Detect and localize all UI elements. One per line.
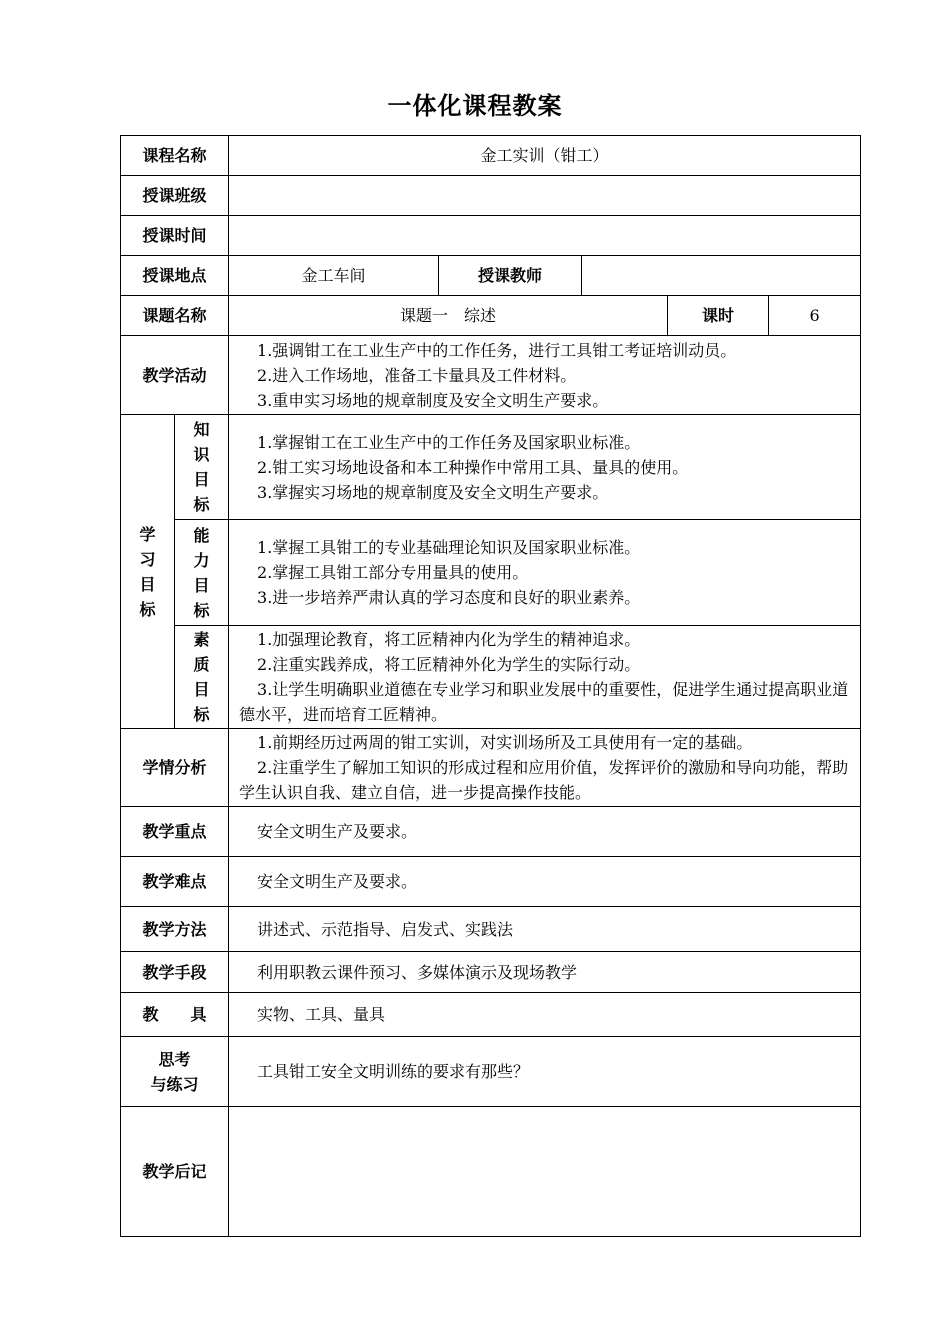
class-label: 授课班级 [121,176,229,216]
ability-line: 3.进一步培养严肃认真的学习态度和良好的职业素养。 [257,588,641,607]
methods-value: 讲述式、示范指导、启发式、实践法 [229,907,861,952]
class-value [229,176,861,216]
quality-objectives-content [229,626,861,729]
activities-line: 2.进入工作场地，准备工卡量具及工件材料。 [257,365,577,385]
location-value: 金工车间 [229,256,439,296]
hours-label: 课时 [668,296,769,336]
knowledge-line: 1.掌握钳工在工业生产中的工作任务及国家职业标准。 [257,432,641,452]
key-points-label: 教学重点 [121,807,229,857]
row-key-points [121,807,861,857]
row-time [121,216,861,256]
row-methods [121,907,861,952]
knowledge-objectives-label: 知 识 目 标 [175,415,229,520]
row-course-name [121,136,861,176]
activities-label: 教学活动 [121,336,229,415]
teacher-label: 授课教师 [439,256,582,296]
analysis-label: 学情分析 [121,729,229,807]
objectives-label: 学 习 目 标 [121,415,175,729]
quality-line: 2.注重实践养成，将工匠精神外化为学生的实际行动。 [257,655,641,674]
row-means [121,952,861,993]
time-label: 授课时间 [121,216,229,256]
row-knowledge-objectives [121,415,861,520]
reflection-value [229,1107,861,1237]
analysis-line: 2.注重学生了解加工知识的形成过程和应用价值，发挥评价的激励和导向功能，帮助学生认识自我、建立自信，进一步提高操作技能。 [239,758,849,802]
topic-label: 课题名称 [121,296,229,336]
knowledge-line: 2.钳工实习场地设备和本工种操作中常用工具、量具的使用。 [257,457,689,477]
activities-line: 1.强调钳工在工业生产中的工作任务，进行工具钳工考证培训动员。 [257,340,737,360]
activities-line: 3.重申实习场地的规章制度及安全文明生产要求。 [257,390,609,410]
lesson-plan-table [120,135,861,1237]
course-name-value: 金工实训（钳工） [229,136,861,176]
ability-line: 1.掌握工具钳工的专业基础理论知识及国家职业标准。 [257,538,641,557]
difficulties-value: 安全文明生产及要求。 [229,857,861,907]
key-points-value: 安全文明生产及要求。 [229,807,861,857]
methods-label: 教学方法 [121,907,229,952]
topic-value: 课题一 综述 [229,296,668,336]
activities-content [229,336,861,415]
difficulties-label: 教学难点 [121,857,229,907]
means-label: 教学手段 [121,952,229,993]
tools-label: 教 具 [121,993,229,1037]
tools-value: 实物、工具、量具 [229,993,861,1037]
row-analysis [121,729,861,807]
analysis-content [229,729,861,807]
reflection-label: 教学后记 [121,1107,229,1237]
hours-value: 6 [769,296,861,336]
row-ability-objectives [121,520,861,626]
row-difficulties [121,857,861,907]
quality-objectives-label: 素 质 目 标 [175,626,229,729]
row-exercise [121,1037,861,1107]
row-class [121,176,861,216]
ability-objectives-content [229,520,861,626]
ability-objectives-label: 能 力 目 标 [175,520,229,626]
analysis-line: 1.前期经历过两周的钳工实训，对实训场所及工具使用有一定的基础。 [257,733,753,752]
ability-line: 2.掌握工具钳工部分专用量具的使用。 [257,563,529,582]
row-location [121,256,861,296]
row-quality-objectives [121,626,861,729]
row-activities [121,336,861,415]
knowledge-objectives-content [229,415,861,520]
exercise-value: 工具钳工安全文明训练的要求有那些？ [229,1037,861,1107]
page-title: 一体化课程教案 [387,92,563,120]
row-topic [121,296,861,336]
location-label: 授课地点 [121,256,229,296]
quality-line: 3.让学生明确职业道德在专业学习和职业发展中的重要性，促进学生通过提高职业道德水平，进而培育工匠精神。 [239,680,849,724]
row-tools [121,993,861,1037]
quality-line: 1.加强理论教育，将工匠精神内化为学生的精神追求。 [257,630,641,649]
course-name-label: 课程名称 [121,136,229,176]
row-reflection [121,1107,861,1237]
knowledge-line: 3.掌握实习场地的规章制度及安全文明生产要求。 [257,482,609,502]
exercise-label: 思考 与练习 [121,1037,229,1107]
time-value [229,216,861,256]
teacher-value [582,256,861,296]
means-value: 利用职教云课件预习、多媒体演示及现场教学 [229,952,861,993]
